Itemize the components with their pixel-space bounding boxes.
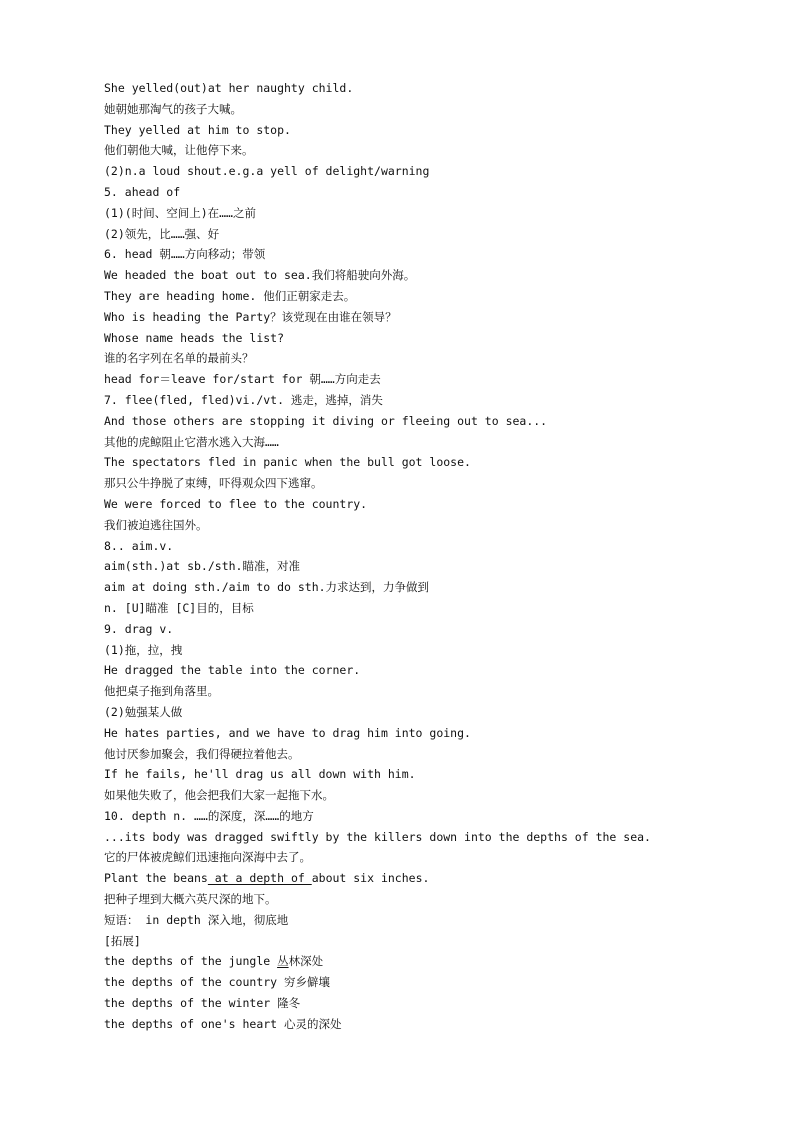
text-line — [104, 868, 724, 889]
underlined-text: 丛 — [277, 954, 289, 969]
text-line: 谁的名字列在名单的最前头？ — [104, 351, 254, 366]
text-line: (2)n.a loud shout.e.g.a yell of delight/warning — [104, 164, 430, 179]
text-line: 他们朝他大喊，让他停下来。 — [104, 143, 254, 158]
text-line: (1)拖，拉，拽 — [104, 642, 183, 657]
text-line: 短语： in depth 深入地，彻底地 — [104, 912, 289, 927]
text-line: aim at doing sth./aim to do sth.力求达到，力争做到 — [104, 580, 430, 595]
text-line: the depths of the country 穷乡僻壤 — [104, 975, 331, 990]
text-line — [104, 951, 724, 972]
text-line: head for＝leave for/start for 朝……方向走去 — [104, 372, 381, 387]
text-line: And those others are stopping it diving or fleeing out to sea... — [104, 413, 548, 428]
text-line: (2)勉强某人做 — [104, 704, 183, 719]
document-page — [104, 78, 724, 1035]
text-line: 9. drag v. — [104, 621, 174, 636]
text-line: 其他的虎鲸阻止它潜水逃入大海…… — [104, 434, 279, 449]
text-line: 他讨厌参加聚会，我们得硬拉着他去。 — [104, 746, 300, 761]
text-span: the depths of the jungle — [104, 954, 278, 969]
text-line: Who is heading the Party？该党现在由谁在领导？ — [104, 309, 397, 324]
text-line: 8.. aim.v. — [104, 538, 174, 553]
text-line: 10. depth n. ……的深度，深……的地方 — [104, 808, 314, 823]
text-line: the depths of the winter 隆冬 — [104, 996, 301, 1011]
text-span: about six inches. — [311, 871, 430, 886]
text-span: 林深处 — [288, 954, 324, 969]
text-line: Whose name heads the list? — [104, 330, 285, 345]
underlined-text: at a depth of — [207, 871, 312, 886]
text-line: 6. head 朝……方向移动；带领 — [104, 247, 266, 262]
text-line: 5. ahead of — [104, 184, 181, 199]
text-line: He hates parties, and we have to drag him into going. — [104, 725, 471, 740]
text-line: 它的尸体被虎鲸们迅速拖向深海中去了。 — [104, 850, 311, 865]
text-line: We were forced to flee to the country. — [104, 496, 368, 511]
text-line: She yelled(out)at her naughty child. — [104, 81, 354, 95]
text-line: They are heading home. 他们正朝家走去。 — [104, 288, 356, 303]
text-line: ...its body was dragged swiftly by the killers down into the depths of the sea. — [104, 829, 651, 844]
text-line: [拓展] — [104, 933, 141, 948]
text-line: If he fails, he'll drag us all down with him. — [104, 767, 416, 782]
text-line: 他把桌子拖到角落里。 — [104, 684, 219, 699]
text-line: 那只公牛挣脱了束缚，吓得观众四下逃窜。 — [104, 476, 323, 491]
text-line: We headed the boat out to sea.我们将船驶向外海。 — [104, 268, 416, 283]
text-span: Plant the beans — [104, 871, 208, 886]
text-line: (2)领先，比……强、好 — [104, 226, 220, 241]
text-line: the depths of one's heart 心灵的深处 — [104, 1016, 342, 1031]
text-line: 她朝她那淘气的孩子大喊。 — [104, 101, 242, 116]
text-line: (1)(时间、空间上)在……之前 — [104, 205, 256, 220]
text-line: 我们被迫逃往国外。 — [104, 517, 208, 532]
text-line: aim(sth.)at sb./sth.瞄准，对准 — [104, 559, 300, 574]
text-line: 如果他失败了，他会把我们大家一起拖下水。 — [104, 788, 334, 803]
text-line: 7. flee(fled, fled)vi./vt. 逃走，逃掉，消失 — [104, 392, 383, 407]
text-line: He dragged the table into the corner. — [104, 663, 361, 678]
text-line: n. [U]瞄准 [C]目的，目标 — [104, 600, 254, 615]
text-line: They yelled at him to stop. — [104, 122, 291, 137]
text-line: 把种子埋到大概六英尺深的地下。 — [104, 892, 277, 907]
text-line: The spectators fled in panic when the bull got loose. — [104, 455, 471, 470]
